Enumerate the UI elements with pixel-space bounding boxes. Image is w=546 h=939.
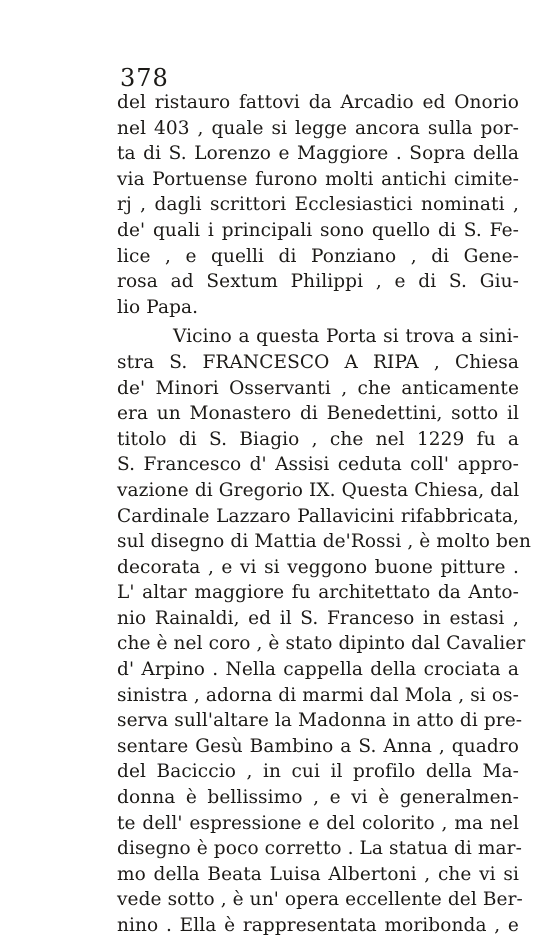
text-line: era un Monastero di Benedettini, sotto il	[117, 403, 519, 425]
text-line: de' Minori Osservanti , che anticamente	[117, 377, 519, 399]
text-line: sentare Gesù Bambino a S. Anna , quadro	[117, 735, 519, 757]
text-line: via Portuense furono molti antichi cimite-	[117, 168, 519, 190]
text-line: rosa ad Sextum Philippi , e di S. Giu-	[117, 271, 519, 293]
text-line: titolo di S. Biagio , che nel 1229 fu a	[117, 428, 519, 450]
text-line: mo della Beata Luisa Albertoni , che vi si	[117, 863, 519, 885]
text-line: S. Francesco d' Assisi ceduta coll' appro-	[117, 454, 519, 476]
text-line: vede sotto , è un' opera eccellente del Ber-	[117, 889, 523, 911]
text-line: rj , dagli scrittori Ecclesiastici nominati ,	[117, 194, 519, 216]
text-line: del ristauro fattovi da Arcadio ed Onorio	[117, 92, 519, 113]
text-line: lio Papa.	[117, 296, 199, 318]
text-line: Cardinale Lazzaro Pallavicini rifabbricata,	[117, 505, 519, 527]
text-line: nio Rainaldi, ed il S. Franceso in estasi ,	[117, 607, 519, 629]
text-line: del Baciccio , in cui il profilo della Ma-	[117, 761, 519, 783]
text-line: d' Arpino . Nella cappella della crociata a	[117, 659, 519, 681]
text-line: stra S. FRANCESCO A RIPA , Chiesa	[117, 351, 519, 373]
text-line: nel 403 , quale si legge ancora sulla por-	[117, 117, 519, 139]
paragraph-first-line: Vicino a questa Porta si trova a sini-	[173, 326, 519, 348]
text-line: che è nel coro , è stato dipinto dal Cavalier	[117, 633, 526, 655]
text-line: disegno è poco corretto . La statua di mar-	[117, 838, 522, 860]
text-line: decorata , e vi si veggono buone pitture .	[117, 556, 519, 578]
text-line: donna è bellissimo , e vi è generalmen-	[117, 787, 519, 809]
text-line: L' altar maggiore fu architettato da Anto-	[117, 582, 519, 604]
text-line: lice , e quelli di Ponziano , di Gene-	[117, 245, 519, 267]
text-line: de' quali i principali sono quello di S. Fe-	[117, 219, 519, 241]
text-line: vazione di Gregorio IX. Questa Chiesa, dal	[117, 479, 520, 501]
text-line: sul disegno di Mattia de'Rossi , è molto ben	[117, 531, 531, 553]
body-text	[117, 90, 531, 939]
text-line: nino . Ella è rappresentata moribonda , e	[117, 915, 519, 936]
text-line: te dell' espressione e del colorito , ma nel	[117, 812, 519, 834]
text-line: sinistra , adorna di marmi dal Mola , si os-	[117, 684, 519, 706]
text-line: serva sull'altare la Madonna in atto di pre-	[117, 710, 523, 732]
page-number: 378	[120, 64, 169, 92]
text-line: ta di S. Lorenzo e Maggiore . Sopra della	[117, 143, 519, 165]
